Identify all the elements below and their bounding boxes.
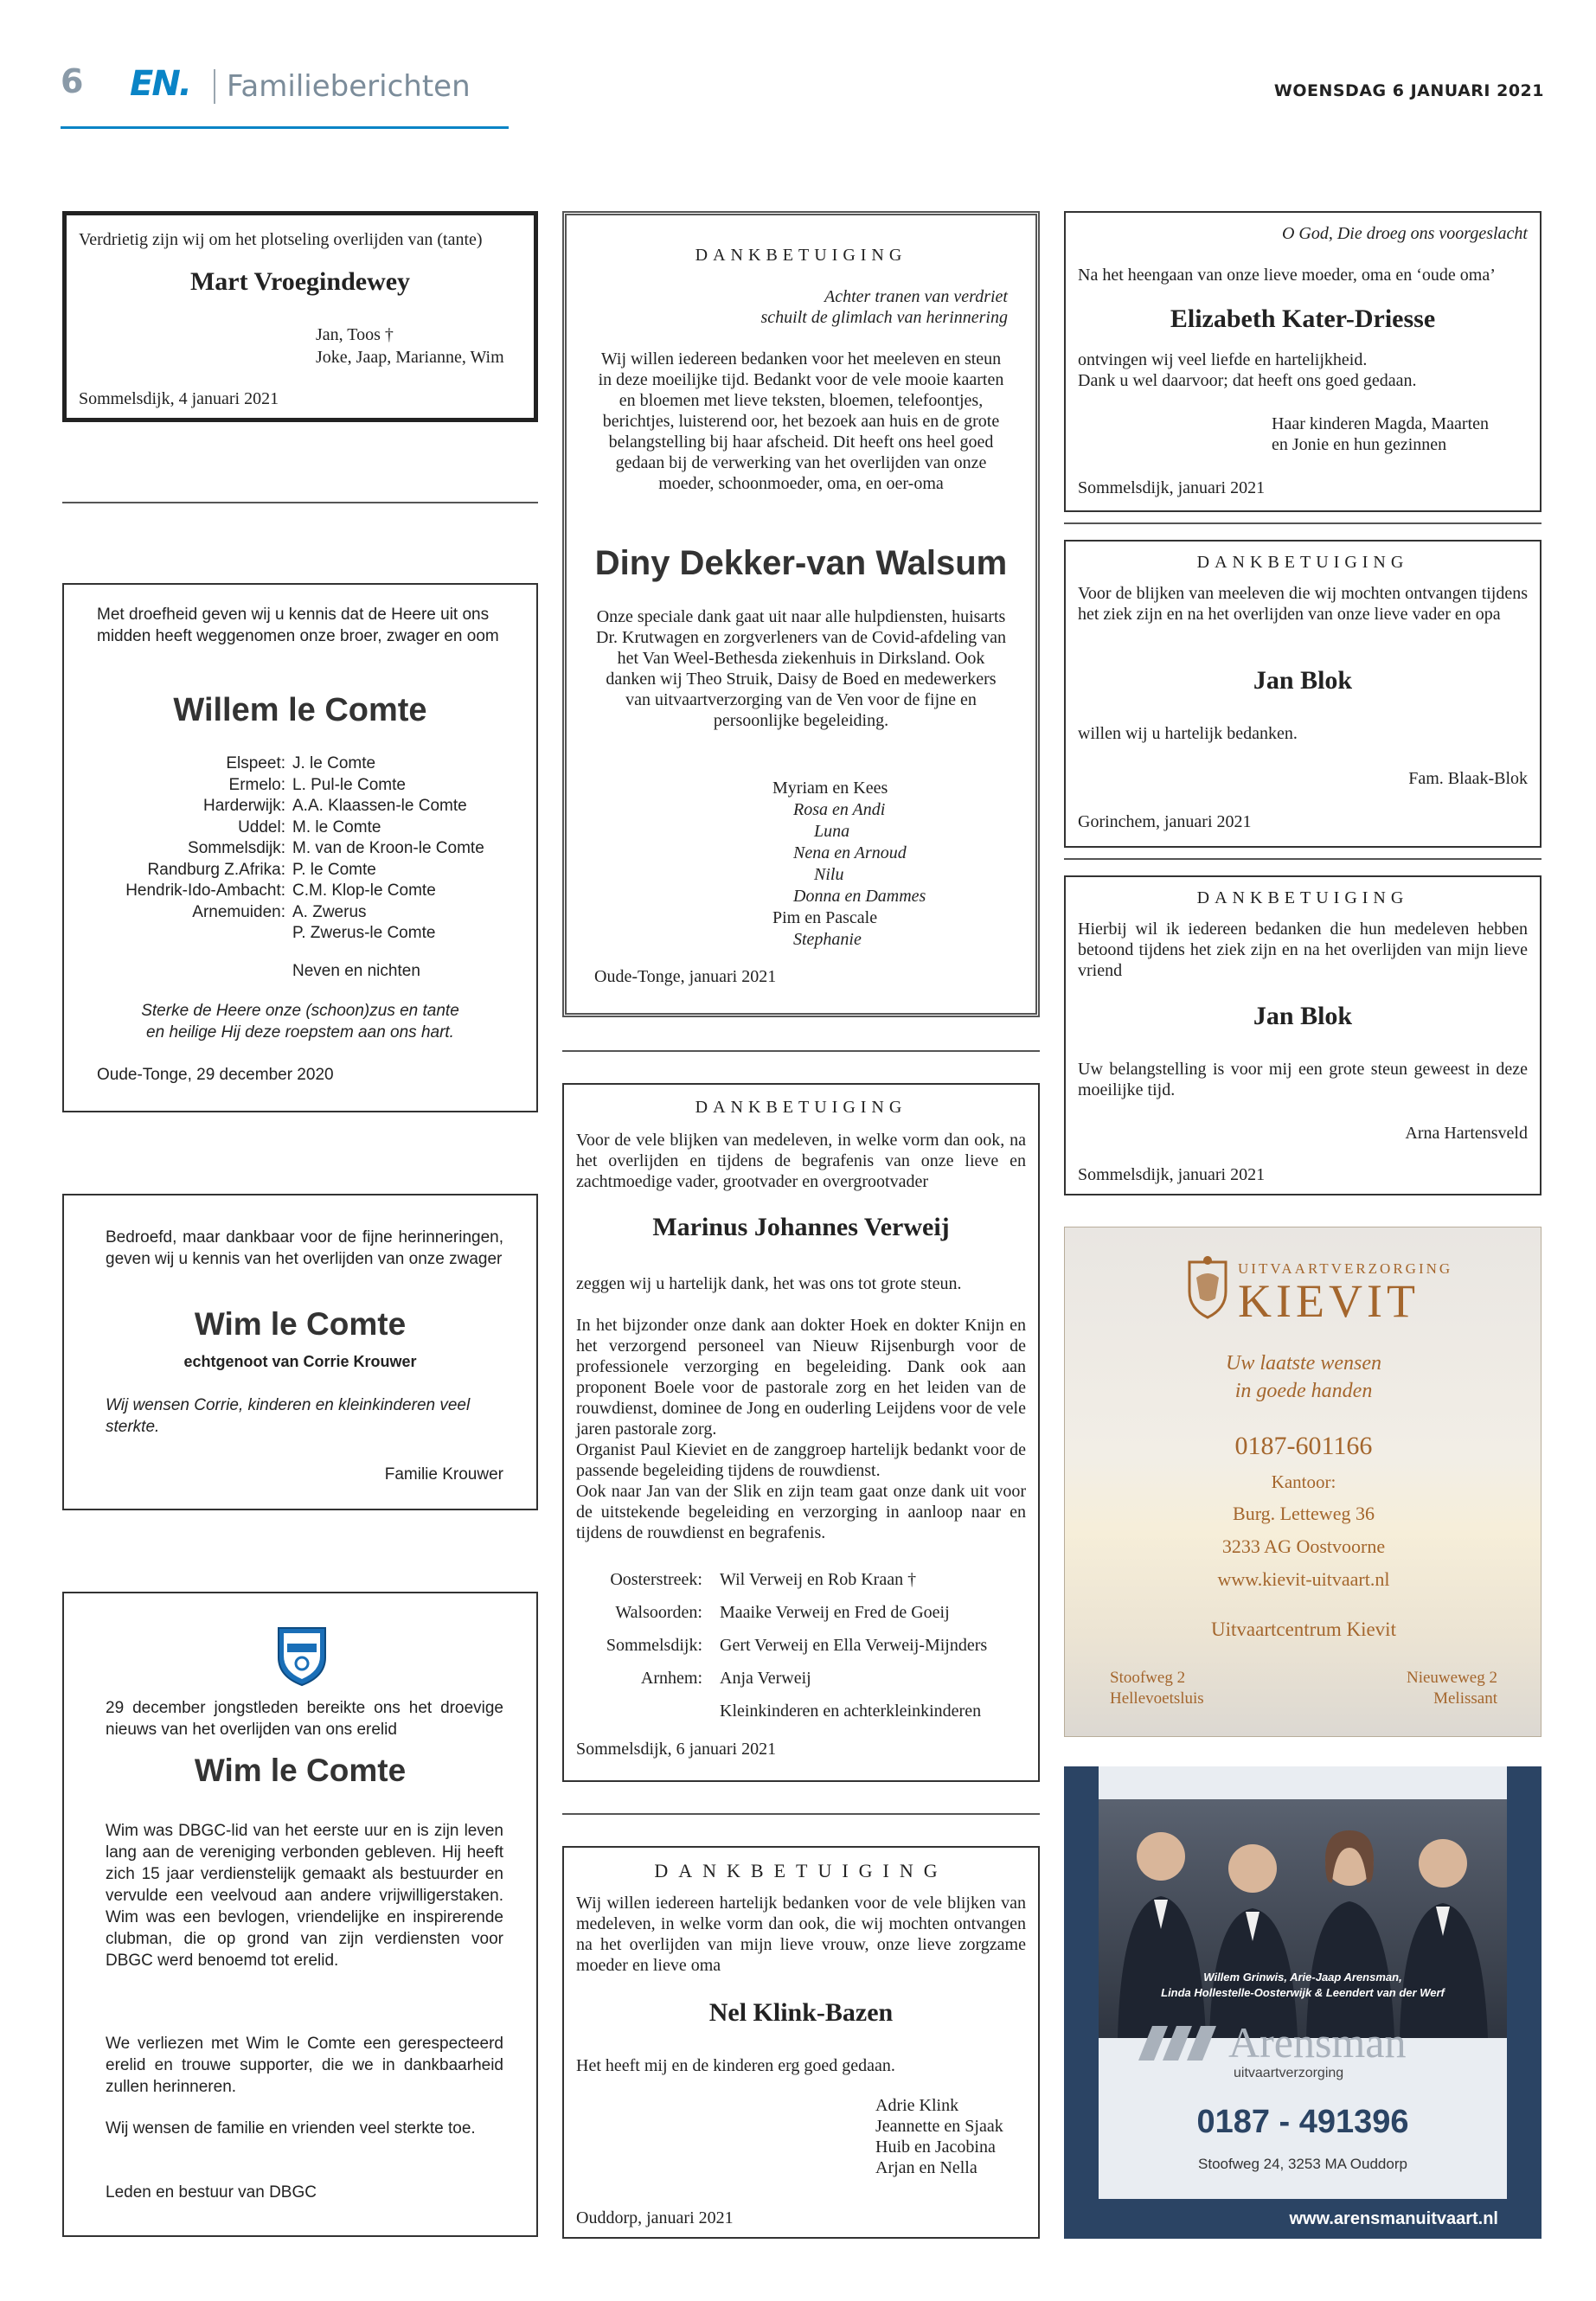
kievit-centre: Uitvaartcentrum Kievit [1211,1618,1396,1640]
arensman-panel [1099,1766,1507,2199]
thanks-paragraph-1: Wij willen iedereen bedanken voor het meeleven en steun in deze moeilijke tijd. Bedankt voor de vele mooie kaarten en bloemen met lieve teksten, bloemen, telefoontjes, berichtjes, luisterend oor, het bezoek aan huis en de grote belangstelling bij haar afscheid. Dit heeft ons heel goed gedaan bij de verwerking van het overlijden van onze moeder, schoonmoeder, oma, en oer-oma [598,349,1004,493]
notice-heading: DANKBETUIGING [654,1860,948,1881]
kievit-office-label: Kantoor: [1271,1471,1336,1492]
place-date: Sommelsdijk, 4 januari 2021 [79,389,279,408]
thanks-paragraph: Uw belangstelling is voor mij een grote steun geweest in deze moeilijke tijd. [1078,1060,1528,1099]
family-name: Gert Verweij en Ella Verweij-Mijnders [720,1636,988,1655]
signer-line: Rosa en Andi [793,800,886,819]
place-date: Oude-Tonge, 29 december 2020 [97,1066,334,1084]
kievit-slogan-1: Uw laatste wensen [1226,1352,1381,1375]
photo-caption-2: Linda Hollestelle-Oosterwijk & Leendert van der Werf [1161,1986,1445,1999]
signer-line: Stephanie [793,930,862,949]
arensman-brand: Arensman [1228,2018,1407,2067]
notice-willem-le-comte [62,583,538,1112]
ad-kievit[interactable] [1064,1227,1542,1737]
column-separator [62,502,538,503]
signers-line-2: en Jonie en hun gezinnen [1272,435,1447,454]
family-place: Sommelsdijk: [188,839,285,857]
notice-wim-dbgc [62,1592,538,2237]
wish-text: Wij wensen Corrie, kinderen en kleinkinderen veel sterkte. [106,1396,471,1436]
family-name: A. Zwerus [292,902,367,921]
signers-line-1: Jan, Toos † [316,325,394,344]
arensman-website[interactable]: www.arensmanuitvaart.nl [1289,2209,1498,2228]
signer-line: Donna en Dammes [793,887,926,906]
tribute-paragraph-3: Wij wensen de familie en vrienden veel sterkte toe. [106,2119,476,2138]
kievit-website[interactable]: www.kievit-uitvaart.nl [1217,1568,1390,1590]
kievit-brand: KIEVIT [1238,1275,1420,1327]
thanks-line: Het heeft mij en de kinderen erg goed gedaan. [576,2056,895,2075]
section-title: Familieberichten [227,69,471,104]
thanks-paragraph-3: Ook naar Jan van der Slik en zijn team gaat onze dank uit voor de uitstekende begeleiding en verzorging in aanloop naar en tijdens de rouwdienst en begrafenis. [576,1482,1026,1542]
notice-intro: Na het heengaan van onze lieve moeder, oma en ‘oude oma’ [1078,266,1496,285]
family-name: L. Pul-le Comte [292,775,406,794]
place-date: Ouddorp, januari 2021 [576,2208,734,2227]
family-name: Wil Verweij en Rob Kraan † [720,1570,917,1589]
family-name: C.M. Klop-le Comte [292,881,436,900]
family-name: M. le Comte [292,817,381,836]
notice-heading: DANKBETUIGING [695,1098,907,1117]
notice-heading: DANKBETUIGING [1196,553,1409,572]
signer-line: Luna [814,822,850,841]
deceased-name: Elizabeth Kater-Driesse [1170,304,1436,333]
deceased-name: Marinus Johannes Verweij [652,1213,950,1241]
notice-heading: DANKBETUIGING [695,246,907,265]
arensman-address: Stoofweg 24, 3253 MA Ouddorp [1198,2156,1407,2172]
signer-line: Nena en Arnoud [793,843,907,862]
signer-line: Nilu [814,865,844,884]
notice-wim-krouwer [62,1194,538,1510]
family-name: M. van de Kroon-le Comte [292,839,484,857]
header-divider [214,69,215,104]
notice-elizabeth-kater [1064,211,1542,512]
signed-by: Leden en bestuur van DBGC [106,2183,317,2202]
nephews-line: Neven en nichten [292,962,420,980]
family-place: Ermelo: [228,775,285,794]
arensman-logo-icon [1138,2026,1220,2061]
issue-date: WOENSDAG 6 JANUARI 2021 [1273,81,1544,100]
kievit-tagline: UITVAARTVERZORGING [1238,1260,1453,1277]
family-name: P. le Comte [292,860,376,879]
family-place: Walsoorden: [615,1603,702,1622]
thanks-paragraph-2: Onze speciale dank gaat uit naar alle hulpdiensten, huisarts Dr. Krutwagen en zorgverleners van de Covid-afdeling van het Van Weel-Bethesda ziekenhuis in Dirksland. Ook danken wij Theo Struik, Daisy de Boed en medewerkers van uitvaartverzorging van de Ven voor de fijne en persoonlijke begeleiding. [596,607,1006,730]
notice-intro: Verdrietig zijn wij om het plotseling overlijden van (tante) [79,230,483,249]
place-date: Sommelsdijk, 6 januari 2021 [576,1740,777,1759]
motto-line-1: Achter tranen van verdriet [824,287,1008,306]
kievit-slogan-2: in goede handen [1234,1380,1373,1402]
notice-marinus-verweij [562,1083,1040,1782]
ad-arensman[interactable] [1064,1766,1542,2239]
column-separator [1064,522,1542,524]
motto-line-2: schuilt de glimlach van herinnering [760,308,1008,327]
photo-caption-1: Willem Grinwis, Arie-Jaap Arensman, [1203,1971,1402,1984]
thanks-line-2: Dank u wel daarvoor; dat heeft ons goed gedaan. [1078,371,1417,390]
column-separator [562,1050,1040,1052]
signer-line: Arjan en Nella [875,2158,977,2177]
deceased-name: Jan Blok [1253,1002,1353,1030]
family-place: Oosterstreek: [610,1570,702,1589]
kievit-right-2: Melissant [1433,1689,1497,1708]
deceased-name: Mart Vroegindewey [189,267,411,296]
family-name: Anja Verweij [720,1669,811,1688]
signer-line: Adrie Klink [875,2096,959,2115]
kievit-left-2: Hellevoetsluis [1110,1689,1204,1708]
kievit-address-1: Burg. Letteweg 36 [1233,1503,1375,1524]
family-place: Harderwijk: [202,797,285,815]
page-number: 6 [61,62,84,100]
notice-diny-dekker [562,211,1040,1017]
family-place: Randburg Z.Afrika: [147,860,285,879]
family-name: Kleinkinderen en achterkleinkinderen [720,1702,982,1721]
deceased-spouse: echtgenoot van Corrie Krouwer [183,1353,417,1370]
kievit-phone[interactable]: 0187-601166 [1234,1432,1373,1460]
family-place: Arnemuiden: [192,902,285,921]
family-name: Maaike Verweij en Fred de Goeij [720,1603,950,1622]
family-place: Arnhem: [640,1669,702,1688]
deceased-name: Willem le Comte [173,692,427,728]
notice-intro: Met droefheid geven wij u kennis dat de Heere uit ons midden heeft weggenomen onze broer, zwager en oom [97,606,499,645]
deceased-name: Wim le Comte [194,1306,407,1342]
newspaper-logo[interactable]: EN. [130,64,190,104]
kievit-right-1: Nieuweweg 2 [1407,1669,1497,1687]
motto: O God, Die droeg ons voorgeslacht [1281,224,1528,243]
deceased-name: Nel Klink-Bazen [708,1998,894,2027]
family-place: Uddel: [238,817,285,836]
thanks-line: zeggen wij u hartelijk dank, het was ons tot grote steun. [576,1274,962,1293]
tribute-paragraph-1: Wim was DBGC-lid van het eerste uur en is zijn leven lang aan de vereniging verbonden gebleven. Hij heeft zich 15 jaar verdienstelijk gemaakt als bestuurder en vervulde een veelvoud aan andere vrijwilligerstaken. Wim was een bevlogen, vriendelijke en inspirerende clubman, die op grond van zijn verdiensten voor DBGC werd benoemd tot erelid. [106,1822,503,1970]
deceased-name: Diny Dekker-van Walsum [594,544,1008,582]
signed-by: Fam. Blaak-Blok [1408,769,1528,788]
place-date: Sommelsdijk, januari 2021 [1078,478,1266,497]
deceased-name: Jan Blok [1253,666,1353,695]
notice-nel-klink [562,1846,1040,2239]
thanks-line: willen wij u hartelijk bedanken. [1078,724,1298,743]
family-place: Elspeet: [226,754,285,772]
notice-heading: DANKBETUIGING [1196,888,1409,907]
deceased-name: Wim le Comte [194,1753,407,1788]
dbgc-crest-icon [275,1625,329,1687]
place-date: Oude-Tonge, januari 2021 [594,967,777,986]
column-separator [1064,858,1542,860]
family-name: P. Zwerus-le Comte [292,924,436,942]
signer-line: Huib en Jacobina [875,2138,996,2157]
signed-by: Familie Krouwer [384,1465,503,1484]
notice-intro: Hierbij wil ik iedereen bedanken die hun medeleven hebben betoond tijdens het ziek zijn en na het overlijden van mijn lieve vriend [1078,920,1528,980]
notice-intro: 29 december jongstleden bereikte ons het droevige nieuws van het overlijden van ons erelid [106,1699,503,1739]
notice-intro: Voor de blijken van meeleven die wij mochten ontvangen tijdens het ziek zijn en na het overlijden van onze lieve vader en opa [1078,584,1528,624]
thanks-line-1: ontvingen wij veel liefde en hartelijkheid. [1078,350,1368,369]
arensman-phone[interactable]: 0187 - 491396 [1196,2104,1409,2140]
family-name: J. le Comte [292,754,376,772]
place-date: Gorinchem, januari 2021 [1078,812,1252,831]
arensman-sub: uitvaartverzorging [1234,2066,1344,2080]
signer-line: Myriam en Kees [772,779,888,798]
notice-intro: Bedroefd, maar dankbaar voor de fijne herinneringen, geven wij u kennis van het overlijden van onze zwager [106,1228,503,1268]
thanks-paragraph-2: Organist Paul Kieviet en de zanggroep hartelijk bedankt voor de passende begeleiding tijdens de rouwdienst. [576,1440,1026,1480]
place-date: Sommelsdijk, januari 2021 [1078,1165,1266,1184]
notice-vroegindewey [62,211,538,422]
signed-by: Arna Hartensveld [1405,1124,1528,1143]
signer-line: Pim en Pascale [772,908,878,927]
signers-line-1: Haar kinderen Magda, Maarten [1272,414,1489,433]
quote-line-1: Sterke de Heere onze (schoon)zus en tante [141,1002,459,1020]
kievit-left-1: Stoofweg 2 [1110,1669,1186,1687]
notice-intro: Voor de vele blijken van medeleven, in welke vorm dan ook, na het overlijden en tijdens de begrafenis van onze lieve en zachtmoedige vader, grootvader en overgrootvader [576,1131,1026,1191]
kievit-crest-icon [1177,1253,1238,1323]
family-name: A.A. Klaassen-le Comte [292,797,467,815]
arensman-team-photo [1099,1799,1507,2038]
header-rule [61,126,509,129]
notice-intro: Wij willen iedereen hartelijk bedanken voor de vele blijken van medeleven, in welke vorm dan ook, die wij mochten ontvangen na het overlijden van mijn lieve vrouw, onze lieve zorgzame moeder en lieve oma [576,1894,1026,1975]
family-place: Sommelsdijk: [606,1636,702,1655]
quote-line-2: en heilige Hij deze roepstem aan ons hart. [146,1023,454,1042]
tribute-paragraph-2: We verliezen met Wim le Comte een gerespecteerd erelid en trouwe supporter, die we in dankbaarheid zullen herinneren. [106,2035,503,2096]
thanks-paragraph-1: In het bijzonder onze dank aan dokter Hoek en dokter Knijn en het verzorgend personeel van Nieuw Rijsenburgh voor de professionele verzorging en begeleiding. Dank ook aan proponent Boele voor de pastorale zorg en het leiden van de rouwdienst, dominee de Jong en ouderling Leijdens voor de vele jaren pastorale zorg. [576,1316,1026,1439]
column-separator [562,1813,1040,1815]
signers-line-2: Joke, Jaap, Marianne, Wim [316,348,504,367]
signer-line: Jeannette en Sjaak [875,2117,1003,2136]
kievit-address-2: 3233 AG Oostvoorne [1221,1535,1386,1557]
notice-jan-blok-friend [1064,875,1542,1195]
family-place: Hendrik-Ido-Ambacht: [125,881,285,900]
notice-jan-blok-family [1064,540,1542,848]
